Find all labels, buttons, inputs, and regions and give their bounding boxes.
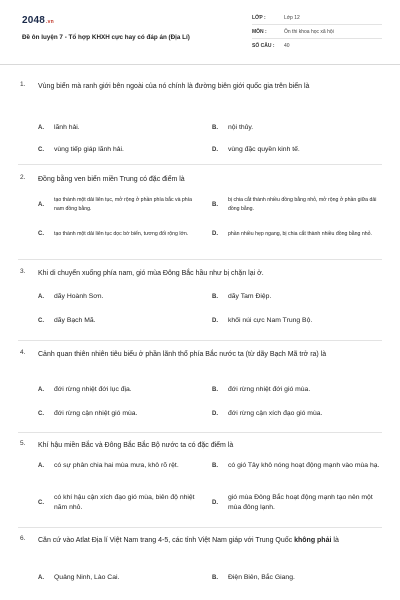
option-letter: D. — [212, 147, 218, 153]
question-text-emphasis: không phải — [294, 537, 332, 544]
option-text: có gió Tây khô nóng hoạt động mạnh vào mùa hạ. — [228, 462, 380, 469]
meta-row-count — [252, 39, 382, 52]
question-divider — [18, 164, 382, 165]
option-b[interactable] — [212, 196, 382, 213]
question-text: Khí hậu miền Bắc và Đông Bắc Bắc Bộ nước ta có đặc điểm là — [38, 442, 234, 449]
option-letter: A. — [38, 463, 44, 469]
exam-meta-table — [252, 11, 382, 52]
option-text: vùng đặc quyền kinh tế. — [228, 146, 300, 153]
option-d[interactable] — [212, 316, 382, 326]
option-text: gió mùa Đông Bắc hoạt động mạnh tạo nên một mùa đông lạnh. — [228, 494, 373, 511]
option-letter: B. — [212, 294, 218, 300]
meta-key: LỚP : — [252, 14, 266, 21]
logo-text: 2048 — [22, 15, 46, 26]
question-text: Khi di chuyển xuống phía nam, gió mùa Đông Bắc hầu như bị chặn lại ở. — [38, 270, 264, 277]
question-divider — [18, 259, 382, 260]
option-text: đới rừng nhiệt đới gió mùa. — [228, 386, 311, 393]
option-a[interactable] — [38, 196, 203, 213]
question-text-part: là — [331, 537, 339, 544]
question-divider — [18, 340, 382, 341]
meta-row-subject — [252, 25, 382, 39]
option-c[interactable] — [38, 145, 203, 155]
option-text: lãnh hải. — [54, 124, 80, 131]
question-number: 5. — [20, 440, 26, 447]
option-letter: A. — [38, 387, 44, 393]
exam-title: Đề ôn luyện 7 - Tổ hợp KHXH cực hay có đáp án (Địa Lí) — [22, 34, 190, 41]
question-text: Vùng biển mà ranh giới bên ngoài của nó chính là đường biên giới quốc gia trên biển là — [38, 83, 310, 90]
question-text: Đồng bằng ven biển miền Trung có đặc điểm là — [38, 176, 185, 183]
option-c[interactable] — [38, 230, 203, 239]
meta-value: Lớp 12 — [284, 14, 300, 21]
option-a[interactable] — [38, 123, 203, 133]
option-text: đới rừng nhiệt đới lục địa. — [54, 386, 132, 393]
option-letter: B. — [212, 575, 218, 581]
question-text: Cảnh quan thiên nhiên tiêu biểu ở phần lãnh thổ phía Bắc nước ta (từ dãy Bạch Mã trở ra) là — [38, 351, 327, 358]
option-text: phần nhiều hẹp ngang, bị chia cắt thành nhiều đồng bằng nhỏ. — [228, 231, 372, 237]
option-a[interactable] — [38, 573, 203, 583]
option-text: tạo thành một dải liên tục, mở rộng ở phần phía bắc và phía nam đồng bằng. — [54, 197, 193, 212]
question-number: 3. — [20, 268, 26, 275]
option-c[interactable] — [38, 316, 203, 326]
option-text: nội thủy. — [228, 124, 254, 131]
meta-key: SỐ CÂU : — [252, 42, 275, 49]
option-d[interactable] — [212, 145, 382, 155]
option-letter: D. — [212, 411, 218, 417]
option-text: dãy Hoành Sơn. — [54, 293, 104, 300]
option-a[interactable] — [38, 292, 203, 302]
option-letter: C. — [38, 147, 44, 153]
option-a[interactable] — [38, 461, 203, 471]
option-text: dãy Tam Điệp. — [228, 293, 272, 300]
option-letter: B. — [212, 387, 218, 393]
option-letter: B. — [212, 201, 218, 208]
option-letter: D. — [212, 318, 218, 324]
option-c[interactable] — [38, 493, 203, 513]
option-letter: A. — [38, 294, 44, 300]
option-b[interactable] — [212, 385, 382, 395]
option-text: có khí hậu cận xích đạo gió mùa, biên độ nhiệt năm nhỏ. — [54, 494, 195, 511]
option-b[interactable] — [212, 123, 382, 133]
option-letter: A. — [38, 125, 44, 131]
option-b[interactable] — [212, 573, 382, 583]
option-text: tạo thành một dải liên tục dọc bờ biển, tương đối rộng lớn. — [54, 231, 189, 237]
logo-suffix: .vn — [46, 19, 54, 25]
meta-key: MÔN : — [252, 28, 267, 35]
option-text: Quảng Ninh, Lào Cai. — [54, 574, 120, 581]
option-letter: C. — [38, 500, 44, 506]
option-letter: C. — [38, 411, 44, 417]
question-number: 2. — [20, 174, 26, 181]
option-letter: D. — [212, 500, 218, 506]
option-b[interactable] — [212, 461, 382, 471]
option-text: Điện Biên, Bắc Giang. — [228, 574, 295, 581]
meta-value: Ôn thi khoa học xã hội — [284, 28, 334, 35]
option-c[interactable] — [38, 409, 203, 419]
option-d[interactable] — [212, 230, 382, 239]
site-logo[interactable] — [22, 15, 54, 26]
option-letter: C. — [38, 318, 44, 324]
option-letter: A. — [38, 201, 44, 208]
question-divider — [18, 527, 382, 528]
meta-value: 40 — [284, 42, 290, 49]
option-letter: A. — [38, 575, 44, 581]
question-number: 1. — [20, 81, 26, 88]
option-letter: B. — [212, 463, 218, 469]
option-text: vùng tiếp giáp lãnh hải. — [54, 146, 124, 153]
question-divider — [18, 432, 382, 433]
option-text: khối núi cực Nam Trung Bộ. — [228, 317, 313, 324]
option-text: đới rừng cận nhiệt gió mùa. — [54, 410, 138, 417]
question-text-part: Căn cứ vào Atlat Địa lí Việt Nam trang 4-5, các tỉnh Việt Nam giáp với Trung Quốc — [38, 537, 295, 544]
option-text: đới rừng cận xích đạo gió mùa. — [228, 410, 323, 417]
option-letter: C. — [38, 231, 44, 238]
option-letter: B. — [212, 125, 218, 131]
option-a[interactable] — [38, 385, 203, 395]
option-letter: D. — [212, 231, 218, 238]
option-b[interactable] — [212, 292, 382, 302]
question-number: 6. — [20, 535, 26, 542]
option-d[interactable] — [212, 409, 382, 419]
question-text — [38, 535, 383, 547]
option-text: bị chia cắt thành nhiều đồng bằng nhỏ, mở rộng ở phần giữa dải đồng bằng. — [228, 197, 377, 212]
option-d[interactable] — [212, 493, 382, 513]
page-header — [0, 0, 400, 65]
option-text: dãy Bạch Mã. — [54, 317, 96, 324]
question-number: 4. — [20, 349, 26, 356]
meta-row-class — [252, 11, 382, 25]
option-text: có sự phân chia hai mùa mưa, khô rõ rệt. — [54, 462, 179, 469]
